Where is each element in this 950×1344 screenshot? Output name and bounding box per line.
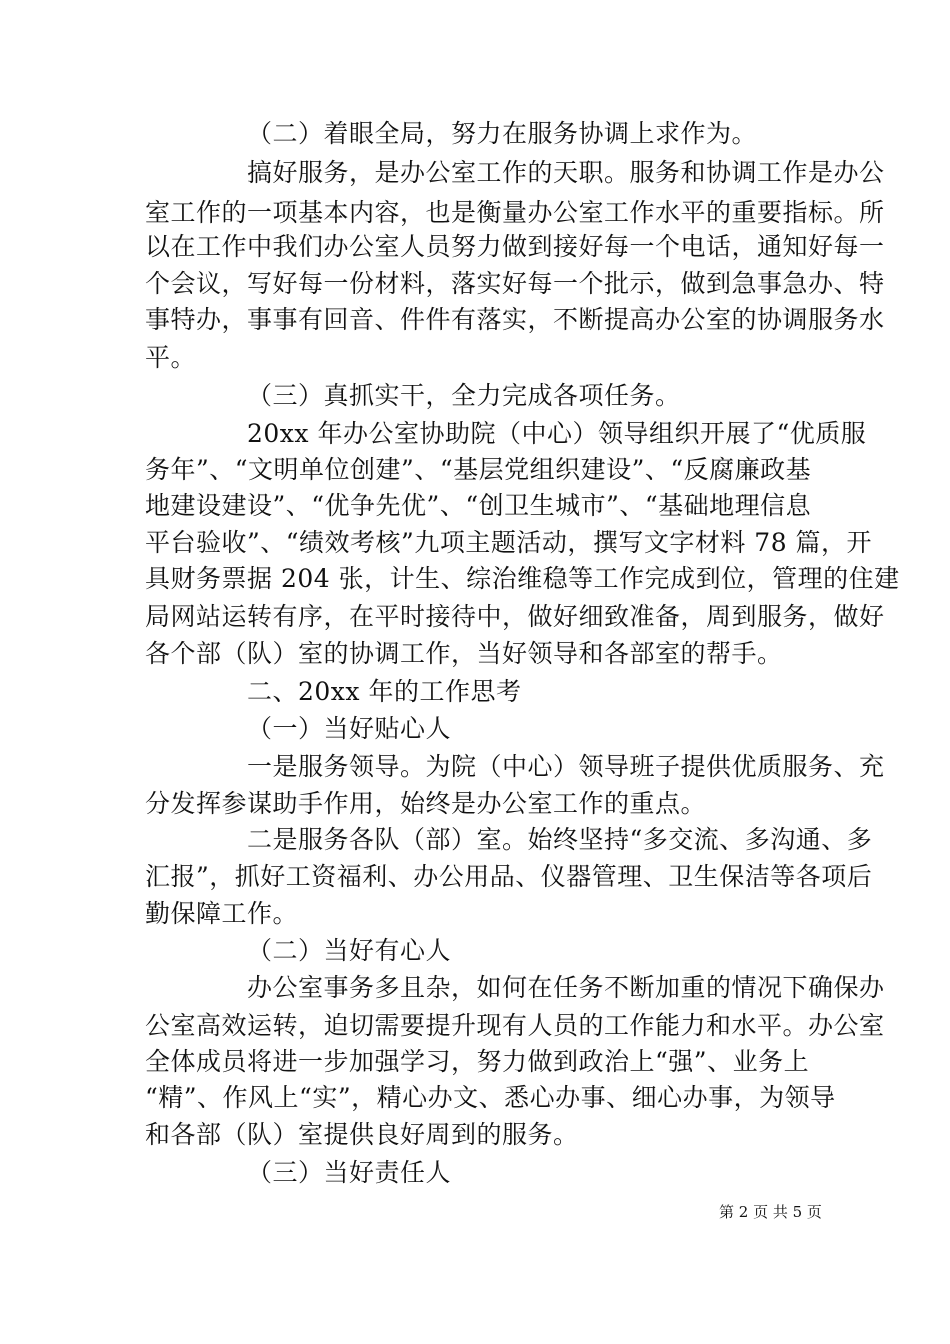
paragraph-line: 平台验收”、“绩效考核”九项主题活动，撰写文字材料 78 篇，开 — [145, 528, 873, 557]
paragraph-line: 和各部（队）室提供良好周到的服务。 — [145, 1120, 579, 1149]
subheading-1: （一）当好贴心人 — [247, 714, 452, 743]
paragraph-line: 平。 — [145, 343, 197, 372]
section-heading: 二、20xx 年的工作思考 — [247, 677, 522, 706]
paragraph-line: 地建设建设”、“优争先优”、“创卫生城市”、“基础地理信息 — [145, 491, 812, 520]
paragraph-line: 全体成员将进一步加强学习，努力做到政治上“强”、业务上 — [145, 1047, 810, 1076]
page-footer: 第 2 页 共 5 页 — [719, 1203, 822, 1221]
paragraph-line: 事特办，事事有回音、件件有落实，不断提高办公室的协调服务水 — [145, 305, 885, 334]
paragraph-line: 办公室事务多且杂，如何在任务不断加重的情况下确保办 — [247, 973, 885, 1002]
paragraph-line: 以在工作中我们办公室人员努力做到接好每一个电话，通知好每一 — [145, 232, 885, 261]
subheading-3: （三）当好责任人 — [247, 1158, 452, 1187]
paragraph-line: 公室高效运转，迫切需要提升现有人员的工作能力和水平。办公室 — [145, 1011, 885, 1040]
paragraph-line: 室工作的一项基本内容，也是衡量办公室工作水平的重要指标。所 — [145, 198, 885, 227]
paragraph-line: “精”、作风上“实”，精心办文、悉心办事、细心办事，为领导 — [145, 1083, 836, 1112]
paragraph-line: 个会议，写好每一份材料，落实好每一个批示，做到急事急办、特 — [145, 269, 885, 298]
paragraph-line: 勤保障工作。 — [145, 899, 299, 928]
paragraph-line: 分发挥参谋助手作用，始终是办公室工作的重点。 — [145, 789, 707, 818]
paragraph-line: 具财务票据 204 张，计生、综治维稳等工作完成到位，管理的住建 — [145, 564, 900, 593]
paragraph-line: 务年”、“文明单位创建”、“基层党组织建设”、“反腐廉政基 — [145, 455, 812, 484]
paragraph-line: 20xx 年办公室协助院（中心）领导组织开展了“优质服 — [247, 419, 867, 448]
paragraph-line: 各个部（队）室的协调工作，当好领导和各部室的帮手。 — [145, 639, 783, 668]
heading-2-2: （二）着眼全局，努力在服务协调上求作为。 — [247, 119, 758, 148]
paragraph-line: 搞好服务，是办公室工作的天职。服务和协调工作是办公 — [247, 158, 885, 187]
paragraph-line: 汇报”，抓好工资福利、办公用品、仪器管理、卫生保洁等各项后 — [145, 862, 873, 891]
paragraph-line: 二是服务各队（部）室。始终坚持“多交流、多沟通、多 — [247, 825, 873, 854]
paragraph-line: 一是服务领导。为院（中心）领导班子提供优质服务、充 — [247, 752, 885, 781]
heading-2-3: （三）真抓实干，全力完成各项任务。 — [247, 381, 681, 410]
subheading-2: （二）当好有心人 — [247, 936, 452, 965]
paragraph-line: 局网站运转有序，在平时接待中，做好细致准备，周到服务，做好 — [145, 602, 885, 631]
